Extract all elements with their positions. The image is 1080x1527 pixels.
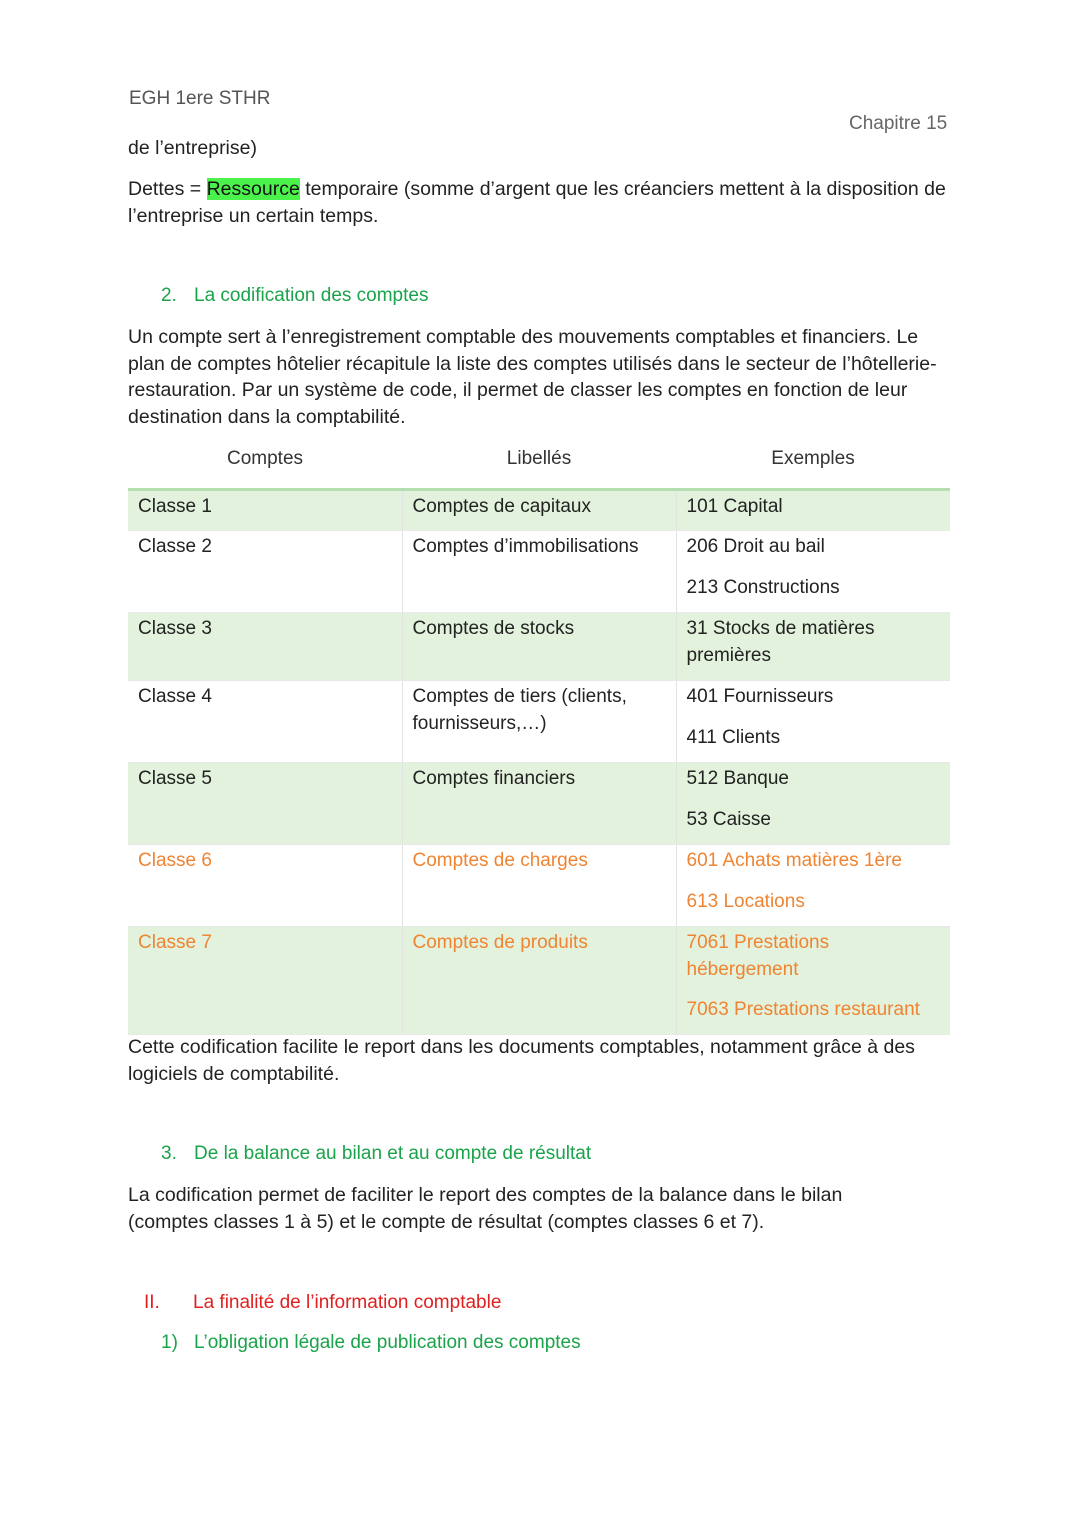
- section-2-heading: [161, 285, 428, 307]
- column-header: Comptes: [128, 446, 402, 490]
- cell-exemples: [676, 763, 950, 845]
- example-item: 7063 Prestations restaurant: [686, 999, 920, 1020]
- example-item: 206 Droit au bail: [686, 536, 825, 557]
- accounts-table: [128, 446, 950, 1035]
- table-row: [128, 927, 950, 1035]
- example-item: 213 Constructions: [686, 576, 840, 598]
- part-number: II.: [144, 1292, 160, 1313]
- cell-libelle: Comptes de stocks: [402, 613, 676, 681]
- subsection-number: 1): [161, 1332, 178, 1353]
- cell-classe: Classe 6: [128, 845, 402, 927]
- subsection-title: L’obligation légale de publication des comptes: [194, 1332, 581, 1353]
- cell-libelle: Comptes de produits: [402, 927, 676, 1035]
- part-ii-heading: [144, 1292, 501, 1314]
- table-row: [128, 845, 950, 927]
- subsection-1-heading: [161, 1332, 581, 1354]
- cell-libelle: Comptes d’immobilisations: [402, 531, 676, 613]
- section-2-paragraph: Un compte sert à l’enregistrement comptable des mouvements comptables et financiers. Le plan de comptes hôtelier récapitule la liste des comptes utilisés dans le secteur de l’hôtellerie-restauration. Par un système de code, il permet de classer les comptes en fonction de leur destination dans la comptabilité.: [128, 326, 937, 428]
- cell-libelle: Comptes de charges: [402, 845, 676, 927]
- cell-exemples: [676, 613, 950, 681]
- section-number: 2.: [161, 285, 177, 306]
- example-item: 411 Clients: [686, 726, 781, 748]
- dettes-prefix: Dettes =: [128, 178, 207, 200]
- cell-classe: Classe 3: [128, 613, 402, 681]
- example-item: 401 Fournisseurs: [686, 686, 834, 707]
- example-item: 512 Banque: [686, 768, 789, 789]
- cell-libelle: Comptes de capitaux: [402, 490, 676, 531]
- cell-exemples: [676, 927, 950, 1035]
- table-row: [128, 763, 950, 845]
- cell-exemples: [676, 490, 950, 531]
- example-item: 101 Capital: [686, 496, 783, 517]
- header-left: EGH 1ere STHR: [129, 88, 271, 109]
- dettes-paragraph: [128, 176, 948, 229]
- example-item: 601 Achats matières 1ère: [686, 850, 902, 871]
- example-item: 31 Stocks de matières premières: [686, 618, 875, 666]
- table-row: [128, 531, 950, 613]
- part-title: La finalité de l’information comptable: [193, 1292, 502, 1313]
- cell-libelle: Comptes financiers: [402, 763, 676, 845]
- section-title: La codification des comptes: [194, 285, 429, 306]
- cell-exemples: [676, 845, 950, 927]
- column-header: Exemples: [676, 446, 950, 490]
- section-title: De la balance au bilan et au compte de résultat: [194, 1143, 592, 1164]
- cell-classe: Classe 7: [128, 927, 402, 1035]
- section-3-heading: [161, 1143, 591, 1165]
- intro-line: de l’entreprise): [128, 137, 257, 159]
- after-table-paragraph: Cette codification facilite le report dans les documents comptables, notamment grâce à des logiciels de comptabilité.: [128, 1036, 915, 1085]
- cell-classe: Classe 2: [128, 531, 402, 613]
- dettes-rest: temporaire (somme d’argent que les créanciers mettent à la disposition de l’entreprise un certain temps.: [128, 178, 946, 227]
- example-item: 53 Caisse: [686, 808, 771, 830]
- section-3-paragraph: La codification permet de faciliter le report des comptes de la balance dans le bilan (comptes classes 1 à 5) et le compte de résultat (comptes classes 6 et 7).: [128, 1184, 843, 1233]
- cell-classe: Classe 1: [128, 490, 402, 531]
- section-number: 3.: [161, 1143, 177, 1164]
- table-row: [128, 613, 950, 681]
- table-row: [128, 490, 950, 531]
- cell-exemples: [676, 681, 950, 763]
- cell-classe: Classe 5: [128, 763, 402, 845]
- cell-classe: Classe 4: [128, 681, 402, 763]
- table-row: [128, 681, 950, 763]
- cell-exemples: [676, 531, 950, 613]
- example-item: 7061 Prestations hébergement: [686, 932, 830, 980]
- example-item: 613 Locations: [686, 890, 805, 912]
- highlighted-term: Ressource: [206, 178, 300, 200]
- column-header: Libellés: [402, 446, 676, 490]
- cell-libelle: Comptes de tiers (clients, fournisseurs,…): [402, 681, 676, 763]
- header-right: Chapitre 15: [849, 113, 948, 134]
